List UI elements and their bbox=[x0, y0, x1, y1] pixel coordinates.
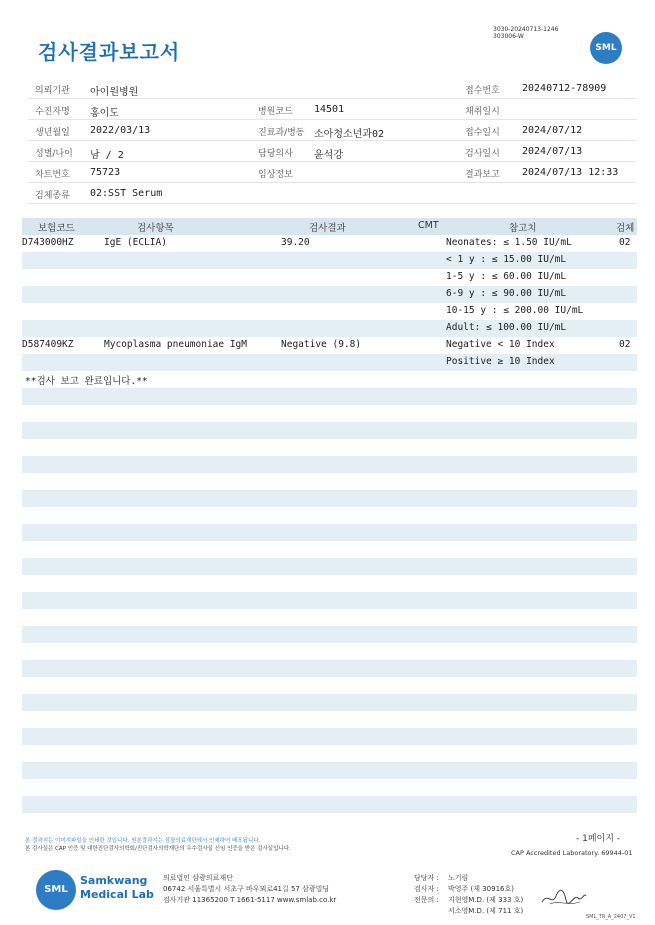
staff-label: 담당자 : bbox=[414, 874, 439, 882]
table-row bbox=[22, 388, 637, 405]
results-table-header bbox=[22, 218, 637, 235]
address-contact: 검사기관 11365200 T 1661-5117 www.smlab.co.kr bbox=[163, 896, 337, 904]
header-cmt: CMT bbox=[418, 220, 439, 231]
table-row bbox=[22, 779, 637, 796]
page-number: - 1페이지 - bbox=[576, 834, 621, 844]
footer-note-cap: 본 검사실은 CAP 인증 및 대한진단검사의학회/진단검사의학재단의 우수검사실 신임 인증을 받은 검사실입니다. bbox=[25, 846, 291, 852]
cell-code: D587409KZ bbox=[22, 339, 74, 350]
value-specimen-type: 02:SST Serum bbox=[90, 188, 163, 199]
value-birth-date: 2022/03/13 bbox=[90, 125, 151, 136]
table-row bbox=[22, 320, 637, 337]
label-collection-date: 채취일시 bbox=[465, 107, 500, 117]
cell-result: 39.20 bbox=[281, 237, 310, 248]
footer-address bbox=[163, 873, 336, 906]
footer-note-print: 본 결과지는 이미지파일을 인쇄한 것입니다. 원본결과지는 삼광의료재단에서 인쇄하여 배포됩니다. bbox=[25, 838, 261, 844]
table-row bbox=[22, 762, 637, 779]
staff-label: 검사자 : bbox=[414, 885, 439, 893]
value-hospital-code: 14501 bbox=[314, 104, 345, 115]
staff-line-manager bbox=[414, 873, 523, 884]
sml-logo: SML bbox=[590, 32, 622, 64]
label-report-date: 결과보고 bbox=[465, 170, 500, 180]
value-requesting-org: 아이원병원 bbox=[90, 87, 139, 98]
header-reference: 참고치 bbox=[509, 223, 537, 234]
table-row bbox=[22, 813, 637, 830]
info-row bbox=[28, 78, 637, 99]
cap-accreditation: CAP Accredited Laboratory. 69944-01 bbox=[511, 849, 633, 857]
table-row bbox=[22, 371, 637, 388]
table-row bbox=[22, 728, 637, 745]
footer-brand bbox=[80, 874, 154, 902]
value-test-date: 2024/07/13 bbox=[522, 146, 583, 157]
staff-specialist-2: 서소영M.D. (제 711 호) bbox=[448, 907, 524, 915]
staff-line-tester bbox=[414, 884, 523, 895]
staff-line-specialist bbox=[414, 895, 523, 906]
cell-code: D743000HZ bbox=[22, 237, 74, 248]
cell-reference: Negative < 10 Index bbox=[446, 339, 555, 350]
form-code: SML_TR_A_2407_V1 bbox=[586, 914, 636, 920]
value-receipt-number: 20240712-78909 bbox=[522, 83, 607, 94]
table-row bbox=[22, 643, 637, 660]
table-row bbox=[22, 745, 637, 762]
staff-line-specialist-2 bbox=[414, 906, 523, 917]
table-row bbox=[22, 796, 637, 813]
table-row bbox=[22, 541, 637, 558]
cell-reference: Positive ≥ 10 Index bbox=[446, 356, 555, 367]
table-row bbox=[22, 490, 637, 507]
sml-footer-logo: SML bbox=[36, 870, 76, 910]
table-row bbox=[22, 609, 637, 626]
value-receipt-date: 2024/07/12 bbox=[522, 125, 583, 136]
label-chart-number: 차트번호 bbox=[35, 170, 70, 180]
table-row bbox=[22, 677, 637, 694]
table-row bbox=[22, 439, 637, 456]
label-specimen-type: 검체종류 bbox=[35, 191, 70, 201]
value-chart-number: 75723 bbox=[90, 167, 121, 178]
table-row bbox=[22, 592, 637, 609]
cell-result: Negative (9.8) bbox=[281, 339, 362, 350]
table-row bbox=[22, 575, 637, 592]
table-row bbox=[22, 524, 637, 541]
header-specimen: 검체 bbox=[616, 223, 635, 234]
table-row bbox=[22, 303, 637, 320]
label-test-date: 검사일시 bbox=[465, 149, 500, 159]
cell-reference: < 1 y : ≤ 15.00 IU/mL bbox=[446, 254, 567, 265]
info-row bbox=[28, 183, 637, 204]
info-row bbox=[28, 99, 637, 120]
table-row bbox=[22, 694, 637, 711]
label-birth-date: 생년월일 bbox=[35, 128, 70, 138]
table-row bbox=[22, 286, 637, 303]
address-street: 06742 서울특별시 서초구 바우뫼로41길 57 삼광빌딩 bbox=[163, 885, 330, 893]
cell-specimen: 02 bbox=[619, 339, 631, 350]
footer-staff bbox=[414, 873, 523, 917]
info-row bbox=[28, 141, 637, 162]
table-row bbox=[22, 507, 637, 524]
brand-name-line2: Medical Lab bbox=[80, 888, 154, 901]
label-doctor: 담당의사 bbox=[258, 149, 293, 159]
table-row bbox=[22, 626, 637, 643]
table-row bbox=[22, 337, 637, 354]
header-insurance-code: 보험코드 bbox=[38, 223, 75, 234]
info-row bbox=[28, 120, 637, 141]
label-requesting-org: 의뢰기관 bbox=[35, 86, 70, 96]
document-id bbox=[493, 26, 558, 40]
table-row bbox=[22, 269, 637, 286]
table-row bbox=[22, 354, 637, 371]
staff-label: 전문의 : bbox=[414, 896, 439, 904]
page-title: 검사결과보고서 bbox=[38, 40, 181, 64]
cell-reference: 1-5 y : ≤ 60.00 IU/mL bbox=[446, 271, 567, 282]
label-hospital-code: 병원코드 bbox=[258, 107, 293, 117]
table-row bbox=[22, 660, 637, 677]
cell-reference: 10-15 y : ≤ 200.00 IU/mL bbox=[446, 305, 584, 316]
value-department: 소아청소년과02 bbox=[314, 129, 385, 140]
staff-manager: 노기림 bbox=[448, 874, 469, 882]
label-clinical-info: 임상정보 bbox=[258, 170, 293, 180]
table-row bbox=[22, 473, 637, 490]
label-receipt-date: 접수일시 bbox=[465, 128, 500, 138]
staff-specialist-1: 지현영M.D. (제 333 호) bbox=[448, 896, 524, 904]
info-row bbox=[28, 162, 637, 183]
cell-specimen: 02 bbox=[619, 237, 631, 248]
cell-reference: 6-9 y : ≤ 90.00 IU/mL bbox=[446, 288, 567, 299]
table-row bbox=[22, 405, 637, 422]
header-test-item: 검사항목 bbox=[137, 223, 174, 234]
table-row bbox=[22, 252, 637, 269]
report-complete-note: **검사 보고 완료입니다.** bbox=[25, 376, 148, 387]
value-doctor: 윤석강 bbox=[314, 150, 343, 161]
footer-notes bbox=[25, 837, 291, 853]
table-row bbox=[22, 711, 637, 728]
label-department: 진료과/병동 bbox=[258, 128, 305, 138]
address-org: 의료법인 삼광의료재단 bbox=[163, 874, 233, 882]
header-result: 검사결과 bbox=[309, 223, 346, 234]
label-sex-age: 성별/나이 bbox=[35, 149, 73, 159]
table-row bbox=[22, 235, 637, 252]
cell-reference: Adult: ≤ 100.00 IU/mL bbox=[446, 322, 567, 333]
value-sex-age: 남 / 2 bbox=[90, 150, 124, 161]
value-patient-name: 홍이도 bbox=[90, 108, 119, 119]
document-id-line2: 303006-W bbox=[493, 33, 524, 40]
signature-icon bbox=[540, 884, 588, 910]
table-row bbox=[22, 558, 637, 575]
staff-tester: 박영주 (제 30916호) bbox=[448, 885, 514, 893]
cell-item: IgE (ECLIA) bbox=[104, 237, 167, 248]
label-receipt-number: 접수번호 bbox=[465, 86, 500, 96]
brand-name-line1: Samkwang bbox=[80, 874, 148, 887]
table-row bbox=[22, 422, 637, 439]
value-report-date: 2024/07/13 12:33 bbox=[522, 167, 619, 178]
label-patient-name: 수진자명 bbox=[35, 107, 70, 117]
cell-item: Mycoplasma pneumoniae IgM bbox=[104, 339, 247, 350]
cell-reference: Neonates: ≤ 1.50 IU/mL bbox=[446, 237, 572, 248]
table-row bbox=[22, 456, 637, 473]
document-id-line1: 3030-20240713-1246 bbox=[493, 26, 559, 33]
